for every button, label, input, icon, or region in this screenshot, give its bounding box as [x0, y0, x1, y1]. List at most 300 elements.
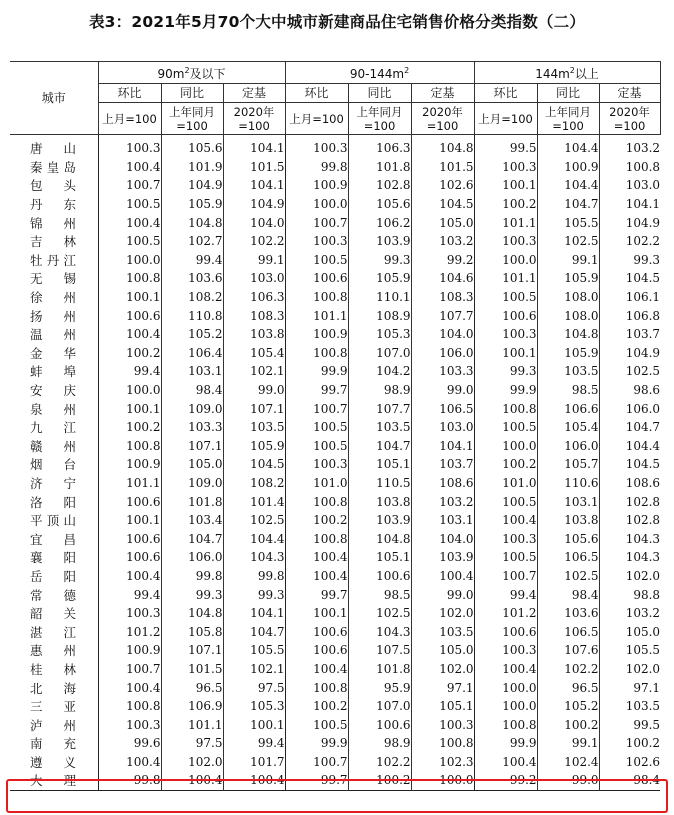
index-value: 105.9 [223, 437, 285, 456]
index-value: 102.5 [348, 604, 411, 623]
index-value: 100.9 [285, 176, 348, 195]
index-value: 103.1 [537, 492, 599, 511]
base-2020-label: 2020年 =100 [223, 103, 285, 135]
index-value: 110.6 [537, 474, 599, 493]
index-value: 104.9 [599, 213, 660, 232]
index-value: 102.7 [161, 232, 223, 251]
index-value: 101.8 [348, 660, 411, 679]
index-value: 104.1 [223, 135, 285, 158]
index-value: 105.9 [348, 269, 411, 288]
index-value: 100.7 [285, 399, 348, 418]
index-value: 106.0 [411, 344, 474, 363]
index-value: 103.3 [411, 362, 474, 381]
index-value: 100.1 [98, 288, 161, 307]
index-value: 100.8 [285, 288, 348, 307]
index-value: 105.9 [537, 269, 599, 288]
city-name: 常德 [30, 587, 76, 603]
index-value: 100.3 [285, 232, 348, 251]
index-value: 105.2 [161, 325, 223, 344]
index-value: 101.5 [223, 158, 285, 177]
index-value: 100.4 [98, 678, 161, 697]
table-row [10, 604, 660, 623]
index-value: 99.3 [599, 251, 660, 270]
index-value: 100.0 [474, 437, 537, 456]
index-value: 104.8 [161, 604, 223, 623]
index-value: 108.3 [411, 288, 474, 307]
index-value: 99.9 [285, 362, 348, 381]
index-value: 110.1 [348, 288, 411, 307]
index-value: 100.4 [474, 511, 537, 530]
index-value: 100.9 [285, 325, 348, 344]
index-value: 104.4 [599, 437, 660, 456]
city-name: 惠州 [30, 643, 76, 659]
table-row [10, 492, 660, 511]
index-value: 104.9 [599, 344, 660, 363]
index-value: 100.5 [285, 437, 348, 456]
city-name: 泸州 [30, 717, 76, 733]
table-row [10, 135, 660, 158]
index-value: 105.3 [223, 697, 285, 716]
index-value: 100.3 [474, 641, 537, 660]
index-value: 106.5 [411, 399, 474, 418]
index-value: 104.9 [223, 195, 285, 214]
index-value: 105.1 [348, 455, 411, 474]
index-value: 101.2 [98, 622, 161, 641]
index-value: 103.2 [599, 135, 660, 158]
base-prev-month-label: 上月=100 [474, 103, 537, 135]
index-value: 100.0 [411, 771, 474, 790]
index-value: 106.0 [537, 437, 599, 456]
index-value: 103.5 [348, 418, 411, 437]
base-2020-label: 2020年 =100 [411, 103, 474, 135]
metric-header-fixed: 定基 [223, 84, 285, 103]
index-value: 95.9 [348, 678, 411, 697]
city-name: 桂林 [30, 661, 76, 677]
index-value: 100.3 [474, 529, 537, 548]
index-value: 100.2 [537, 715, 599, 734]
index-value: 100.6 [98, 548, 161, 567]
index-value: 105.0 [411, 641, 474, 660]
index-value: 104.3 [599, 548, 660, 567]
index-value: 108.6 [599, 474, 660, 493]
index-value: 100.8 [285, 678, 348, 697]
table-row [10, 715, 660, 734]
index-value: 104.1 [223, 176, 285, 195]
index-value: 106.0 [161, 548, 223, 567]
base-prev-year-label: 上年同月 =100 [537, 103, 599, 135]
index-value: 106.8 [599, 306, 660, 325]
base-prev-month-label: 上月=100 [98, 103, 161, 135]
table-row [10, 399, 660, 418]
city-name: 蚌埠 [30, 364, 76, 380]
index-value: 100.5 [285, 418, 348, 437]
index-value: 104.7 [223, 622, 285, 641]
index-value: 102.8 [599, 492, 660, 511]
index-value: 102.2 [348, 753, 411, 772]
index-value: 102.1 [223, 362, 285, 381]
index-value: 105.4 [537, 418, 599, 437]
index-value: 100.1 [474, 176, 537, 195]
city-name: 平顶山 [30, 513, 76, 529]
index-value: 105.4 [223, 344, 285, 363]
index-value: 100.1 [285, 604, 348, 623]
index-value: 108.2 [223, 474, 285, 493]
index-value: 100.4 [285, 567, 348, 586]
index-value: 99.3 [348, 251, 411, 270]
index-value: 103.9 [411, 548, 474, 567]
index-value: 110.5 [348, 474, 411, 493]
index-value: 102.5 [223, 511, 285, 530]
index-value: 108.2 [161, 288, 223, 307]
index-value: 102.0 [161, 753, 223, 772]
city-name: 吉林 [30, 234, 76, 250]
index-value: 101.5 [411, 158, 474, 177]
index-value: 105.6 [348, 195, 411, 214]
city-name: 温州 [30, 327, 76, 343]
index-value: 100.4 [474, 660, 537, 679]
index-value: 100.0 [285, 195, 348, 214]
city-name: 南充 [30, 736, 76, 752]
index-value: 103.5 [537, 362, 599, 381]
index-value: 100.3 [98, 135, 161, 158]
index-value: 100.3 [98, 604, 161, 623]
index-value: 100.2 [98, 344, 161, 363]
city-name: 大理 [30, 773, 76, 789]
table-row [10, 529, 660, 548]
index-value: 108.3 [223, 306, 285, 325]
index-value: 100.8 [599, 158, 660, 177]
index-value: 98.6 [599, 381, 660, 400]
index-value: 97.5 [161, 734, 223, 753]
index-value: 100.6 [98, 306, 161, 325]
table-row [10, 195, 660, 214]
index-value: 103.7 [599, 325, 660, 344]
price-index-table [10, 61, 661, 791]
index-value: 101.1 [285, 306, 348, 325]
table-row [10, 288, 660, 307]
index-value: 108.0 [537, 288, 599, 307]
city-name: 包头 [30, 178, 76, 194]
index-value: 100.0 [98, 381, 161, 400]
index-value: 100.9 [98, 641, 161, 660]
index-value: 103.3 [161, 418, 223, 437]
index-value: 104.5 [599, 269, 660, 288]
index-value: 100.0 [474, 678, 537, 697]
city-name: 岳阳 [30, 568, 76, 584]
table-row [10, 678, 660, 697]
index-value: 107.7 [348, 399, 411, 418]
index-value: 103.8 [537, 511, 599, 530]
index-value: 100.8 [98, 269, 161, 288]
index-value: 99.0 [537, 771, 599, 790]
index-value: 105.1 [348, 548, 411, 567]
index-value: 99.0 [223, 381, 285, 400]
index-value: 97.1 [599, 678, 660, 697]
table-row [10, 381, 660, 400]
city-name: 赣州 [30, 438, 76, 454]
index-value: 101.1 [98, 474, 161, 493]
index-value: 105.5 [599, 641, 660, 660]
index-value: 99.0 [411, 585, 474, 604]
index-value: 100.2 [285, 511, 348, 530]
index-value: 101.1 [474, 269, 537, 288]
metric-header-yoy: 同比 [348, 84, 411, 103]
index-value: 105.0 [161, 455, 223, 474]
index-value: 99.5 [599, 715, 660, 734]
index-value: 100.7 [285, 753, 348, 772]
index-value: 101.5 [161, 660, 223, 679]
index-value: 101.1 [161, 715, 223, 734]
index-value: 104.6 [411, 269, 474, 288]
index-value: 102.1 [223, 660, 285, 679]
table-row [10, 585, 660, 604]
city-name: 徐州 [30, 290, 76, 306]
index-value: 101.0 [474, 474, 537, 493]
index-value: 105.2 [537, 697, 599, 716]
index-value: 104.5 [599, 455, 660, 474]
index-value: 103.8 [348, 492, 411, 511]
base-prev-month-label: 上月=100 [285, 103, 348, 135]
index-value: 100.4 [98, 567, 161, 586]
index-value: 100.3 [411, 715, 474, 734]
index-value: 101.4 [223, 492, 285, 511]
index-value: 99.2 [474, 771, 537, 790]
table-header [10, 62, 660, 135]
table-row [10, 697, 660, 716]
index-value: 100.8 [474, 715, 537, 734]
index-value: 104.1 [411, 437, 474, 456]
index-value: 100.5 [98, 232, 161, 251]
index-value: 105.9 [537, 344, 599, 363]
index-value: 108.6 [411, 474, 474, 493]
index-value: 100.7 [98, 660, 161, 679]
index-value: 101.0 [285, 474, 348, 493]
index-value: 100.0 [474, 251, 537, 270]
index-value: 104.1 [223, 604, 285, 623]
table-row [10, 213, 660, 232]
index-value: 103.1 [161, 362, 223, 381]
index-value: 100.7 [285, 213, 348, 232]
index-value: 100.9 [98, 455, 161, 474]
city-name: 泉州 [30, 401, 76, 417]
index-value: 104.0 [411, 529, 474, 548]
index-value: 100.3 [285, 135, 348, 158]
base-2020-label: 2020年 =100 [599, 103, 660, 135]
index-value: 103.6 [537, 604, 599, 623]
index-value: 102.2 [599, 232, 660, 251]
index-value: 100.6 [98, 492, 161, 511]
index-value: 100.2 [348, 771, 411, 790]
index-value: 100.9 [537, 158, 599, 177]
index-value: 100.0 [98, 251, 161, 270]
index-value: 104.4 [537, 176, 599, 195]
index-value: 104.9 [161, 176, 223, 195]
city-name: 烟台 [30, 457, 76, 473]
index-value: 102.0 [599, 567, 660, 586]
index-value: 100.3 [474, 158, 537, 177]
index-value: 99.9 [285, 734, 348, 753]
index-value: 103.0 [411, 418, 474, 437]
index-value: 103.4 [161, 511, 223, 530]
index-value: 99.7 [285, 585, 348, 604]
index-value: 99.9 [474, 381, 537, 400]
index-value: 104.7 [348, 437, 411, 456]
table-row [10, 269, 660, 288]
index-value: 99.3 [223, 585, 285, 604]
index-value: 100.1 [98, 511, 161, 530]
index-value: 102.2 [537, 660, 599, 679]
index-value: 99.4 [98, 585, 161, 604]
index-value: 104.3 [348, 622, 411, 641]
city-name: 九江 [30, 420, 76, 436]
index-value: 105.6 [161, 135, 223, 158]
index-value: 107.1 [223, 399, 285, 418]
index-value: 100.2 [285, 697, 348, 716]
index-value: 98.9 [348, 381, 411, 400]
index-value: 100.4 [98, 325, 161, 344]
index-value: 100.6 [285, 622, 348, 641]
index-value: 99.4 [161, 251, 223, 270]
index-value: 100.5 [474, 548, 537, 567]
index-value: 106.0 [599, 399, 660, 418]
index-value: 100.4 [285, 548, 348, 567]
index-value: 101.2 [474, 604, 537, 623]
index-value: 103.7 [411, 455, 474, 474]
index-value: 103.9 [348, 511, 411, 530]
city-column-header: 城市 [10, 62, 98, 135]
index-value: 102.8 [599, 511, 660, 530]
index-value: 100.4 [474, 753, 537, 772]
index-value: 102.5 [537, 232, 599, 251]
index-value: 107.5 [348, 641, 411, 660]
index-value: 107.7 [411, 306, 474, 325]
table-row [10, 158, 660, 177]
index-value: 106.3 [223, 288, 285, 307]
section-header-large: $144m^2$以上 [474, 62, 660, 84]
index-value: 100.7 [474, 567, 537, 586]
index-value: 100.4 [285, 660, 348, 679]
index-value: 102.5 [537, 567, 599, 586]
index-value: 101.8 [348, 158, 411, 177]
index-value: 99.9 [474, 734, 537, 753]
table-row [10, 418, 660, 437]
index-value: 100.6 [98, 529, 161, 548]
index-value: 98.4 [537, 585, 599, 604]
metric-header-fixed: 定基 [599, 84, 660, 103]
table-body [10, 135, 660, 791]
table-row [10, 734, 660, 753]
index-value: 107.0 [348, 697, 411, 716]
index-value: 104.8 [537, 325, 599, 344]
index-value: 103.9 [348, 232, 411, 251]
city-name: 湛江 [30, 624, 76, 640]
index-value: 102.4 [537, 753, 599, 772]
index-value: 100.5 [474, 418, 537, 437]
index-value: 107.1 [161, 641, 223, 660]
index-value: 109.0 [161, 399, 223, 418]
index-value: 104.0 [223, 213, 285, 232]
index-value: 100.4 [98, 213, 161, 232]
index-value: 103.5 [223, 418, 285, 437]
index-value: 104.2 [348, 362, 411, 381]
index-value: 99.8 [285, 158, 348, 177]
index-value: 98.4 [599, 771, 660, 790]
index-value: 100.4 [161, 771, 223, 790]
index-value: 100.2 [474, 455, 537, 474]
index-value: 100.5 [474, 288, 537, 307]
index-value: 99.4 [223, 734, 285, 753]
index-value: 100.5 [474, 492, 537, 511]
index-value: 105.3 [348, 325, 411, 344]
index-value: 104.8 [411, 135, 474, 158]
index-value: 108.9 [348, 306, 411, 325]
index-value: 99.0 [411, 381, 474, 400]
city-name: 襄阳 [30, 550, 76, 566]
index-value: 105.0 [411, 213, 474, 232]
index-value: 100.3 [474, 325, 537, 344]
index-value: 99.7 [285, 381, 348, 400]
table-row [10, 251, 660, 270]
index-value: 100.4 [411, 567, 474, 586]
index-value: 102.8 [348, 176, 411, 195]
city-name: 牡丹江 [30, 252, 76, 268]
metric-header-yoy: 同比 [161, 84, 223, 103]
index-value: 98.4 [161, 381, 223, 400]
city-name: 三亚 [30, 699, 76, 715]
metric-header-mom: 环比 [474, 84, 537, 103]
index-value: 107.0 [348, 344, 411, 363]
index-value: 100.4 [98, 753, 161, 772]
index-value: 97.1 [411, 678, 474, 697]
index-value: 100.3 [474, 232, 537, 251]
metric-header-mom: 环比 [285, 84, 348, 103]
index-value: 100.8 [411, 734, 474, 753]
index-value: 100.1 [223, 715, 285, 734]
table-row [10, 622, 660, 641]
metric-header-fixed: 定基 [411, 84, 474, 103]
index-value: 100.2 [474, 195, 537, 214]
table-row [10, 660, 660, 679]
index-value: 100.8 [285, 529, 348, 548]
table-row [10, 474, 660, 493]
index-value: 99.3 [474, 362, 537, 381]
index-value: 105.5 [223, 641, 285, 660]
index-value: 105.5 [537, 213, 599, 232]
index-value: 106.5 [537, 622, 599, 641]
index-value: 106.1 [599, 288, 660, 307]
city-name: 无锡 [30, 271, 76, 287]
index-value: 102.6 [599, 753, 660, 772]
city-name: 遵义 [30, 754, 76, 770]
index-value: 102.0 [411, 660, 474, 679]
table-row [10, 567, 660, 586]
index-value: 100.1 [474, 344, 537, 363]
index-value: 100.6 [285, 641, 348, 660]
index-value: 103.5 [411, 622, 474, 641]
index-value: 99.8 [223, 567, 285, 586]
index-value: 107.1 [161, 437, 223, 456]
index-value: 100.6 [348, 715, 411, 734]
city-name: 韶关 [30, 606, 76, 622]
index-value: 103.2 [599, 604, 660, 623]
index-value: 104.7 [537, 195, 599, 214]
index-value: 103.1 [411, 511, 474, 530]
index-value: 100.4 [98, 158, 161, 177]
city-name: 宜昌 [30, 531, 76, 547]
index-value: 102.3 [411, 753, 474, 772]
index-value: 102.0 [411, 604, 474, 623]
index-value: 99.8 [98, 771, 161, 790]
